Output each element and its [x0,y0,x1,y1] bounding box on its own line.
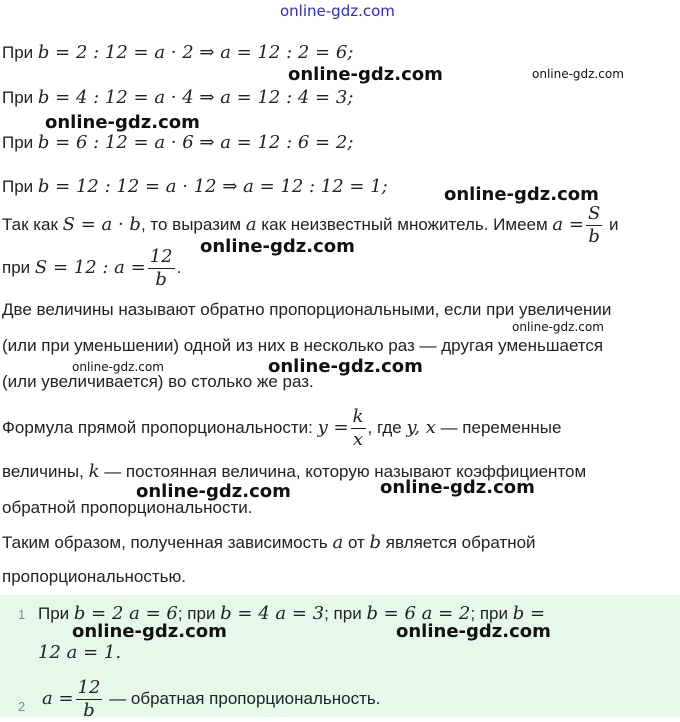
denominator: b [148,268,175,291]
text: При [2,133,38,152]
watermark: online-gdz.com [72,621,227,642]
text: . [176,257,182,277]
math: y, x [406,416,436,438]
text: Формула прямой пропорциональности: [2,417,318,437]
math: b = [512,603,546,624]
text-line-11: пропорциональностью. [2,567,186,586]
text: — обратная пропорциональность. [104,688,381,708]
math: b = 4 a = 3 [220,603,325,624]
answer-number: 1 [18,607,26,622]
text: является обратной [381,533,536,552]
math: a = [42,687,74,709]
text: ; при [470,604,513,623]
watermark: online-gdz.com [512,320,604,334]
calc-line-4 [2,176,388,197]
math: S = 12 : a = [34,256,146,278]
numerator: 12 [77,677,101,698]
watermark: online-gdz.com [136,481,291,502]
text: при [2,257,35,277]
definition-line-1: Две величины называют обратно пропорциональными, если при увеличении [2,300,612,319]
text: , то выразим [140,214,246,234]
text: Таким образом, полученная зависимость [2,533,333,552]
text: и [604,214,619,234]
math: b [369,532,382,553]
text: При [2,88,38,107]
text: При [2,177,38,196]
text-line-9: обратной пропорциональности. [2,498,253,517]
calc-line-2 [2,87,353,108]
answer-number: 2 [18,699,26,714]
text: При [2,43,38,62]
math: y = [317,416,349,438]
math: b = 6 : 12 = a · 6 ⇒ a = 12 : 6 = 2; [37,132,354,153]
text: — переменные [435,417,562,437]
math: a = [552,213,584,235]
watermark: online-gdz.com [396,621,551,642]
text: величины, [2,462,89,481]
watermark: online-gdz.com [268,356,423,377]
math: b = 6 a = 2 [366,603,471,624]
fraction [586,203,602,248]
calc-line-1 [2,42,353,63]
math: k [88,461,100,482]
watermark: online-gdz.com [288,64,443,85]
text-line-6 [2,246,181,291]
denominator: x [351,428,366,451]
math: b = 4 : 12 = a · 4 ⇒ a = 12 : 4 = 3; [37,87,354,108]
answer-1-cont: 12 a = 1. [38,642,122,663]
formula-line [2,406,561,451]
math: a [332,532,344,553]
definition-line-2: (или при уменьшении) одной из них в несколько раз — другая уменьшается [2,336,604,355]
answer-block [0,595,680,721]
fraction [148,246,175,291]
text: ; при [177,604,221,623]
text: как неизвестный множитель. Имеем [256,214,553,234]
watermark: online-gdz.com [532,67,624,81]
definition-line-3: (или увеличивается) во столько же раз. [2,372,314,391]
text: При [38,604,74,623]
text: , где [367,417,407,437]
watermark: online-gdz.com [380,477,535,498]
watermark: online-gdz.com [444,184,599,205]
watermark: online-gdz.com [72,360,164,374]
calc-line-3 [2,132,353,153]
text: ; при [324,604,367,623]
fraction [351,406,366,451]
numerator: S [587,203,601,224]
answer-2 [42,677,380,722]
numerator: 12 [149,246,173,267]
math: a [245,213,257,235]
numerator: k [352,406,364,427]
text-line-10 [2,532,536,553]
watermark-top: online-gdz.com [280,2,395,20]
denominator: b [76,699,103,722]
text: — постоянная величина, которую называют коэффициентом [99,462,587,481]
math: b = 2 : 12 = a · 2 ⇒ a = 12 : 2 = 6; [37,42,354,63]
denominator: b [586,225,602,248]
text: Так как [2,214,63,234]
text: от [343,533,370,552]
fraction [76,677,103,722]
math: b = 12 : 12 = a · 12 ⇒ a = 12 : 12 = 1; [37,176,388,197]
watermark: online-gdz.com [200,236,355,257]
watermark: online-gdz.com [45,112,200,133]
math: S = a · b [62,213,141,235]
math: b = 2 a = 6 [73,603,178,624]
